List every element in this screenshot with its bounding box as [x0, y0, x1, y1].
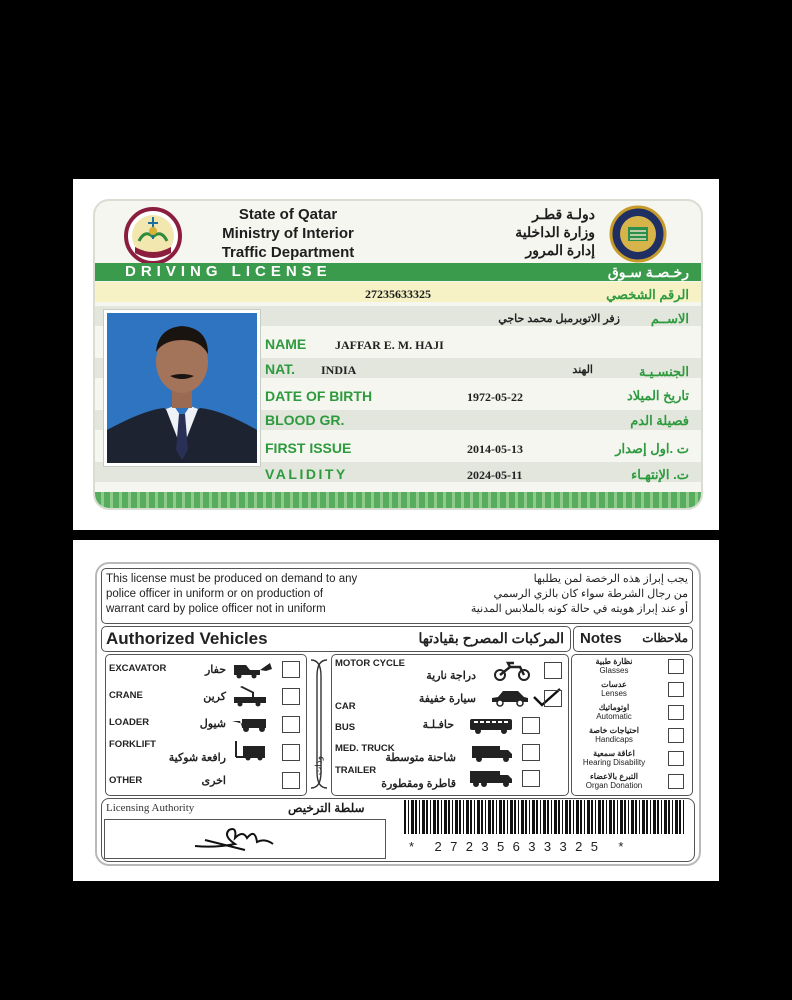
notice-line-ar: أو عند إبراز هويته في حالة كونه بالملابس المدنية [470, 603, 688, 615]
signature-mark [105, 820, 385, 858]
license-title-ar: رخـصـة سـوق [607, 264, 689, 280]
car-icon [490, 688, 530, 708]
name-label-ar: الاســم [650, 311, 689, 326]
note-handicaps-checkbox[interactable] [668, 728, 684, 743]
authorized-title: Authorized Vehicles [106, 629, 268, 648]
vehicle-medium-truck-label-ar: شاحنة متوسطة [385, 752, 456, 764]
vehicle-excavator-checkbox[interactable] [282, 661, 300, 678]
nationality-label: NAT. [265, 361, 296, 377]
header-english [193, 205, 383, 262]
note-hearing-label-ar: اعاقة سمعية [593, 749, 635, 758]
nationality-value: INDIA [321, 363, 357, 377]
vehicle-motorcycle-label: MOTOR CYCLE [335, 658, 406, 669]
first-issue-label: FIRST ISSUE [265, 440, 352, 456]
signature-area [104, 819, 386, 859]
blood-group-label-ar: فصيلة الدم [630, 413, 689, 428]
dob-label: DATE OF BIRTH [265, 388, 373, 404]
note-glasses-label: Glasses [599, 666, 629, 675]
authorized-vehicles-header [101, 626, 571, 652]
vehicle-excavator-label: EXCAVATOR [109, 663, 167, 674]
department-text: Traffic Department [221, 244, 355, 261]
note-lenses-checkbox[interactable] [668, 682, 684, 697]
notice-line-ar: يجب إبراز هذه الرخصة لمن يطلبها [533, 573, 688, 585]
notice-box [101, 568, 693, 624]
vehicle-car-checkbox[interactable] [544, 690, 562, 707]
header-arabic [465, 205, 595, 259]
forklift-icon [230, 739, 274, 761]
driving-license-band [95, 263, 701, 281]
vehicle-medium-truck-label: MED. TRUCK [335, 743, 395, 754]
note-glasses-label-ar: نظارة طبية [595, 657, 633, 666]
notes-title-ar: ملاحظات [642, 631, 688, 645]
validity-label-ar: ت. الإنتهـاء [631, 467, 689, 482]
holder-photo [103, 309, 261, 467]
vehicle-trailer-checkbox[interactable] [522, 770, 540, 787]
motorcycle-icon [492, 661, 532, 681]
license-front-card [93, 199, 703, 510]
authorized-title-ar: المركبات المصرح بقيادتها [418, 630, 564, 646]
validity-label: VALIDITY [265, 466, 348, 482]
vehicle-car-label: CAR [335, 701, 356, 712]
personal-id-number: 27235633325 [365, 287, 431, 301]
personal-id-label-ar: الرقم الشخصي [606, 287, 689, 302]
truck-icon [470, 743, 514, 763]
note-automatic-label-ar: اوتوماتيك [598, 703, 630, 712]
crane-icon [230, 685, 274, 707]
bus-icon [468, 715, 514, 735]
security-pattern [95, 492, 701, 508]
loader-icon [230, 713, 274, 733]
state-text: State of Qatar [238, 206, 338, 223]
notes-header [573, 626, 693, 652]
vehicle-loader-label-ar: شيول [199, 718, 226, 730]
note-automatic-checkbox[interactable] [668, 705, 684, 720]
licensing-authority-label: Licensing Authority [106, 802, 195, 814]
notice-text-ar [432, 572, 688, 617]
note-handicaps-label: Handicaps [595, 735, 633, 744]
ministry-text-ar: وزارة الداخلية [515, 224, 595, 240]
dob-value: 1972-05-22 [467, 390, 523, 404]
vehicle-motorcycle-checkbox[interactable] [544, 662, 562, 679]
note-hearing-checkbox[interactable] [668, 751, 684, 766]
vehicle-forklift-label-ar: رافعة شوكية [168, 752, 226, 764]
vehicle-crane-label-ar: كرين [203, 691, 226, 703]
vehicle-other-label: OTHER [109, 775, 143, 786]
note-glasses-checkbox[interactable] [668, 659, 684, 674]
vehicle-car-label-ar: سيارة خفيفة [418, 693, 476, 705]
notice-line: This license must be produced on demand to any [106, 573, 358, 585]
excavator-icon [230, 661, 274, 679]
vehicle-other-checkbox[interactable] [282, 772, 300, 789]
note-lenses-label-ar: عدسات [601, 680, 627, 689]
qatar-emblem-icon [115, 207, 191, 265]
notes-column [571, 654, 693, 796]
vehicle-forklift-label: FORKLIFT [109, 739, 156, 750]
note-handicaps-label-ar: احتياجات خاصة [588, 726, 640, 735]
licensing-authority-label-ar: سلطة الترخيص [288, 801, 365, 815]
note-automatic-label: Automatic [596, 712, 632, 721]
vehicle-crane-checkbox[interactable] [282, 688, 300, 705]
vehicle-trailer-label: TRAILER [335, 765, 377, 776]
license-front-panel [73, 179, 719, 530]
barcode [404, 800, 686, 834]
notice-text-en [106, 572, 357, 617]
validity-value: 2024-05-11 [467, 468, 523, 482]
vehicle-bus-label: BUS [335, 722, 356, 733]
notice-line: police officer in uniform or on production of [106, 588, 324, 600]
vehicle-loader-label: LOADER [109, 717, 150, 728]
name-value-ar: زفر الاتوبرمبل محمد حاجي [498, 313, 620, 325]
license-back-panel [73, 540, 719, 881]
first-issue-label-ar: ت .اول إصدار [615, 441, 689, 456]
vehicles-left-column [105, 654, 307, 796]
trailer-truck-icon [468, 769, 514, 789]
license-back-card [95, 562, 701, 866]
vehicle-crane-label: CRANE [109, 690, 143, 701]
license-title: DRIVING LICENSE [125, 263, 332, 280]
vehicle-medium-truck-checkbox[interactable] [522, 744, 540, 761]
vehicle-bus-checkbox[interactable] [522, 717, 540, 734]
ministry-text: Ministry of Interior [222, 225, 354, 242]
note-hearing-label: Hearing Disability [582, 758, 646, 767]
vehicle-other-label-ar: اخرى [201, 775, 226, 787]
dob-label-ar: تاريخ الميلاد [626, 388, 689, 403]
blood-group-label: BLOOD GR. [265, 412, 345, 428]
first-issue-value: 2014-05-13 [467, 442, 523, 456]
notes-title: Notes [580, 630, 622, 647]
vehicle-bus-label-ar: حافـلـة [422, 719, 454, 731]
nationality-value-ar: الهند [572, 364, 593, 376]
nationality-label-ar: الجنسـيـة [639, 364, 689, 379]
vehicle-excavator-label-ar: حفار [204, 664, 226, 676]
side-label-ar: وذات [313, 755, 324, 776]
state-text-ar: دولـة قطـر [532, 206, 595, 222]
note-organ-label-ar: التبرع بالاعضاء [589, 772, 639, 781]
barcode-number: * 27235633325 * [409, 839, 632, 854]
name-value: JAFFAR E. M. HAJI [335, 338, 444, 352]
notice-line-ar: من رجال الشرطة سواء كان بالزي الرسمي [493, 588, 688, 600]
vehicle-trailer-label-ar: قاطرة ومقطورة [381, 778, 456, 790]
vehicle-loader-checkbox[interactable] [282, 716, 300, 733]
note-organ-checkbox[interactable] [668, 774, 684, 789]
notice-line: warrant card by police officer not in uniform [106, 603, 326, 615]
vehicle-motorcycle-label-ar: دراجة نارية [426, 670, 476, 682]
vehicle-forklift-checkbox[interactable] [282, 744, 300, 761]
note-organ-label: Organ Donation [585, 781, 643, 790]
vehicles-right-column [331, 654, 569, 796]
name-label: NAME [265, 336, 307, 352]
gcc-emblem-icon [600, 205, 676, 263]
note-lenses-label: Lenses [601, 689, 627, 698]
department-text-ar: إدارة المرور [525, 242, 595, 258]
